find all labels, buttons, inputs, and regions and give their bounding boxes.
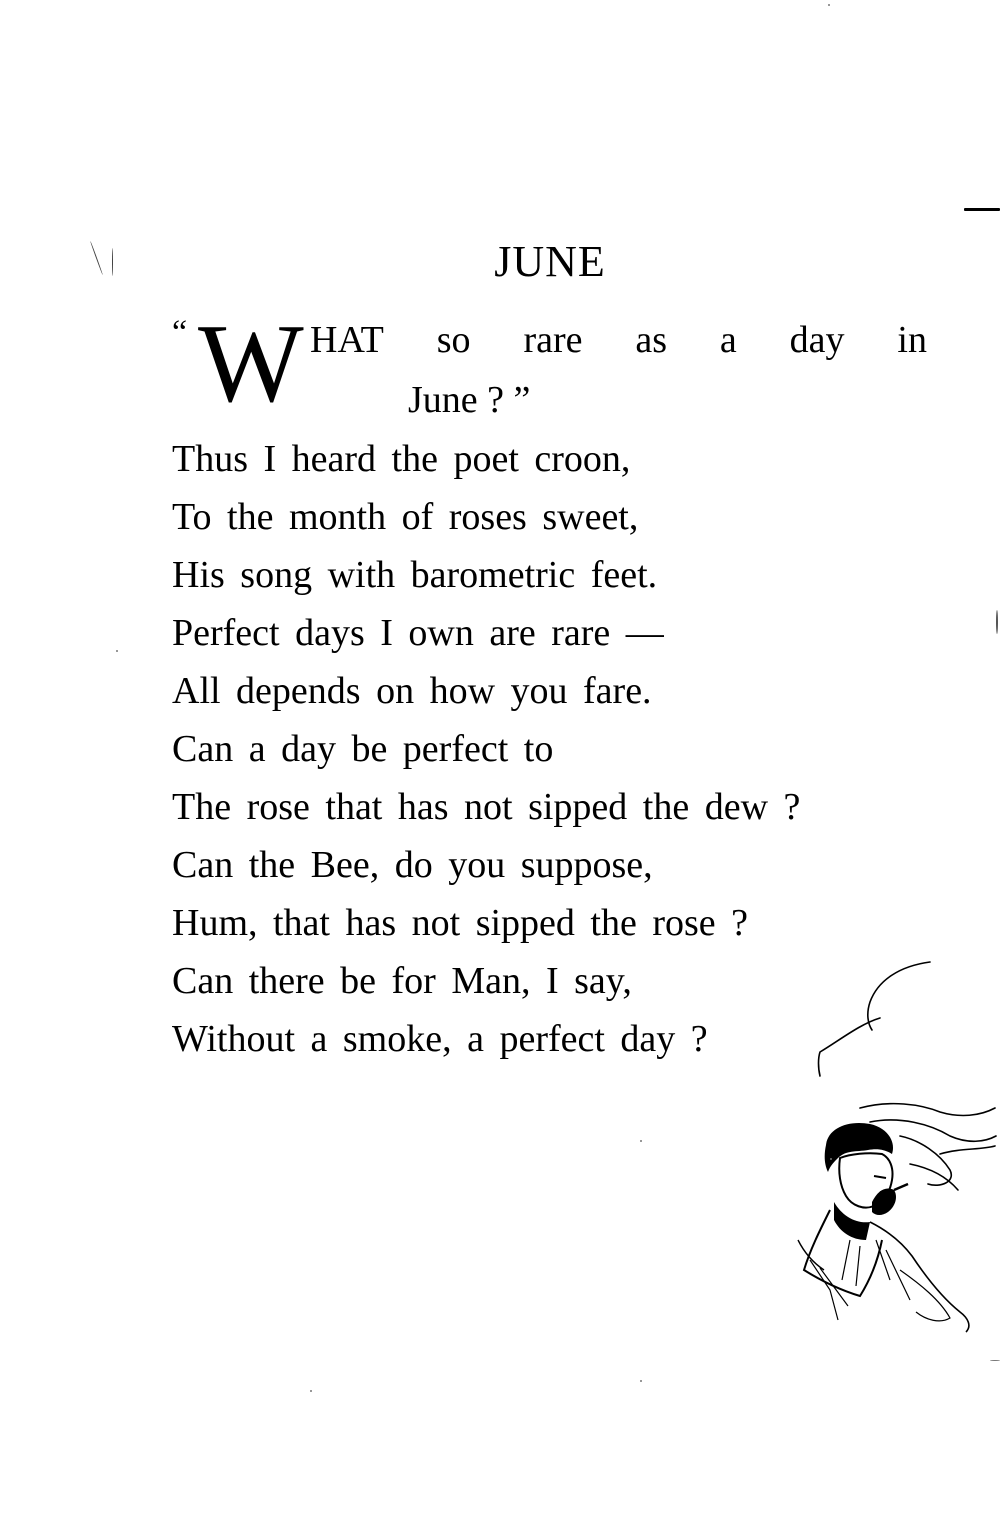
poem-line: Without a smoke, a perfect day ? xyxy=(172,1018,708,1060)
opening-word: HAT xyxy=(310,319,384,361)
poem-line: Thus I heard the poet croon, xyxy=(172,438,631,480)
opening-word: a xyxy=(719,319,737,361)
opening-line xyxy=(172,302,927,432)
opening-word: in xyxy=(897,319,927,361)
poem-line: The rose that has not sipped the dew ? xyxy=(172,786,801,828)
poem-line: Can the Bee, do you suppose, xyxy=(172,844,653,886)
opening-word: as xyxy=(635,319,668,361)
opening-line-words xyxy=(310,318,927,362)
poem-line: All depends on how you fare. xyxy=(172,670,652,712)
poem-title: JUNE xyxy=(494,237,606,286)
opening-word: day xyxy=(789,319,845,361)
opening-word: rare xyxy=(523,319,583,361)
poem-line: To the month of roses sweet, xyxy=(172,496,639,538)
opening-line-continuation: June ? ” xyxy=(408,379,531,421)
poem-line: Can there be for Man, I say, xyxy=(172,960,632,1002)
poem-line: Perfect days I own are rare — xyxy=(172,612,664,654)
opening-word: so xyxy=(436,319,471,361)
poem-line: Hum, that has not sipped the rose ? xyxy=(172,902,749,944)
poem-verse xyxy=(172,430,800,1068)
poem-line: His song with barometric feet. xyxy=(172,554,658,596)
poem-line: Can a day be perfect to xyxy=(172,728,554,770)
smoking-man-illustration xyxy=(790,940,1000,1360)
drop-cap-letter: W xyxy=(198,302,304,426)
opening-quote-mark: “ xyxy=(172,314,188,351)
